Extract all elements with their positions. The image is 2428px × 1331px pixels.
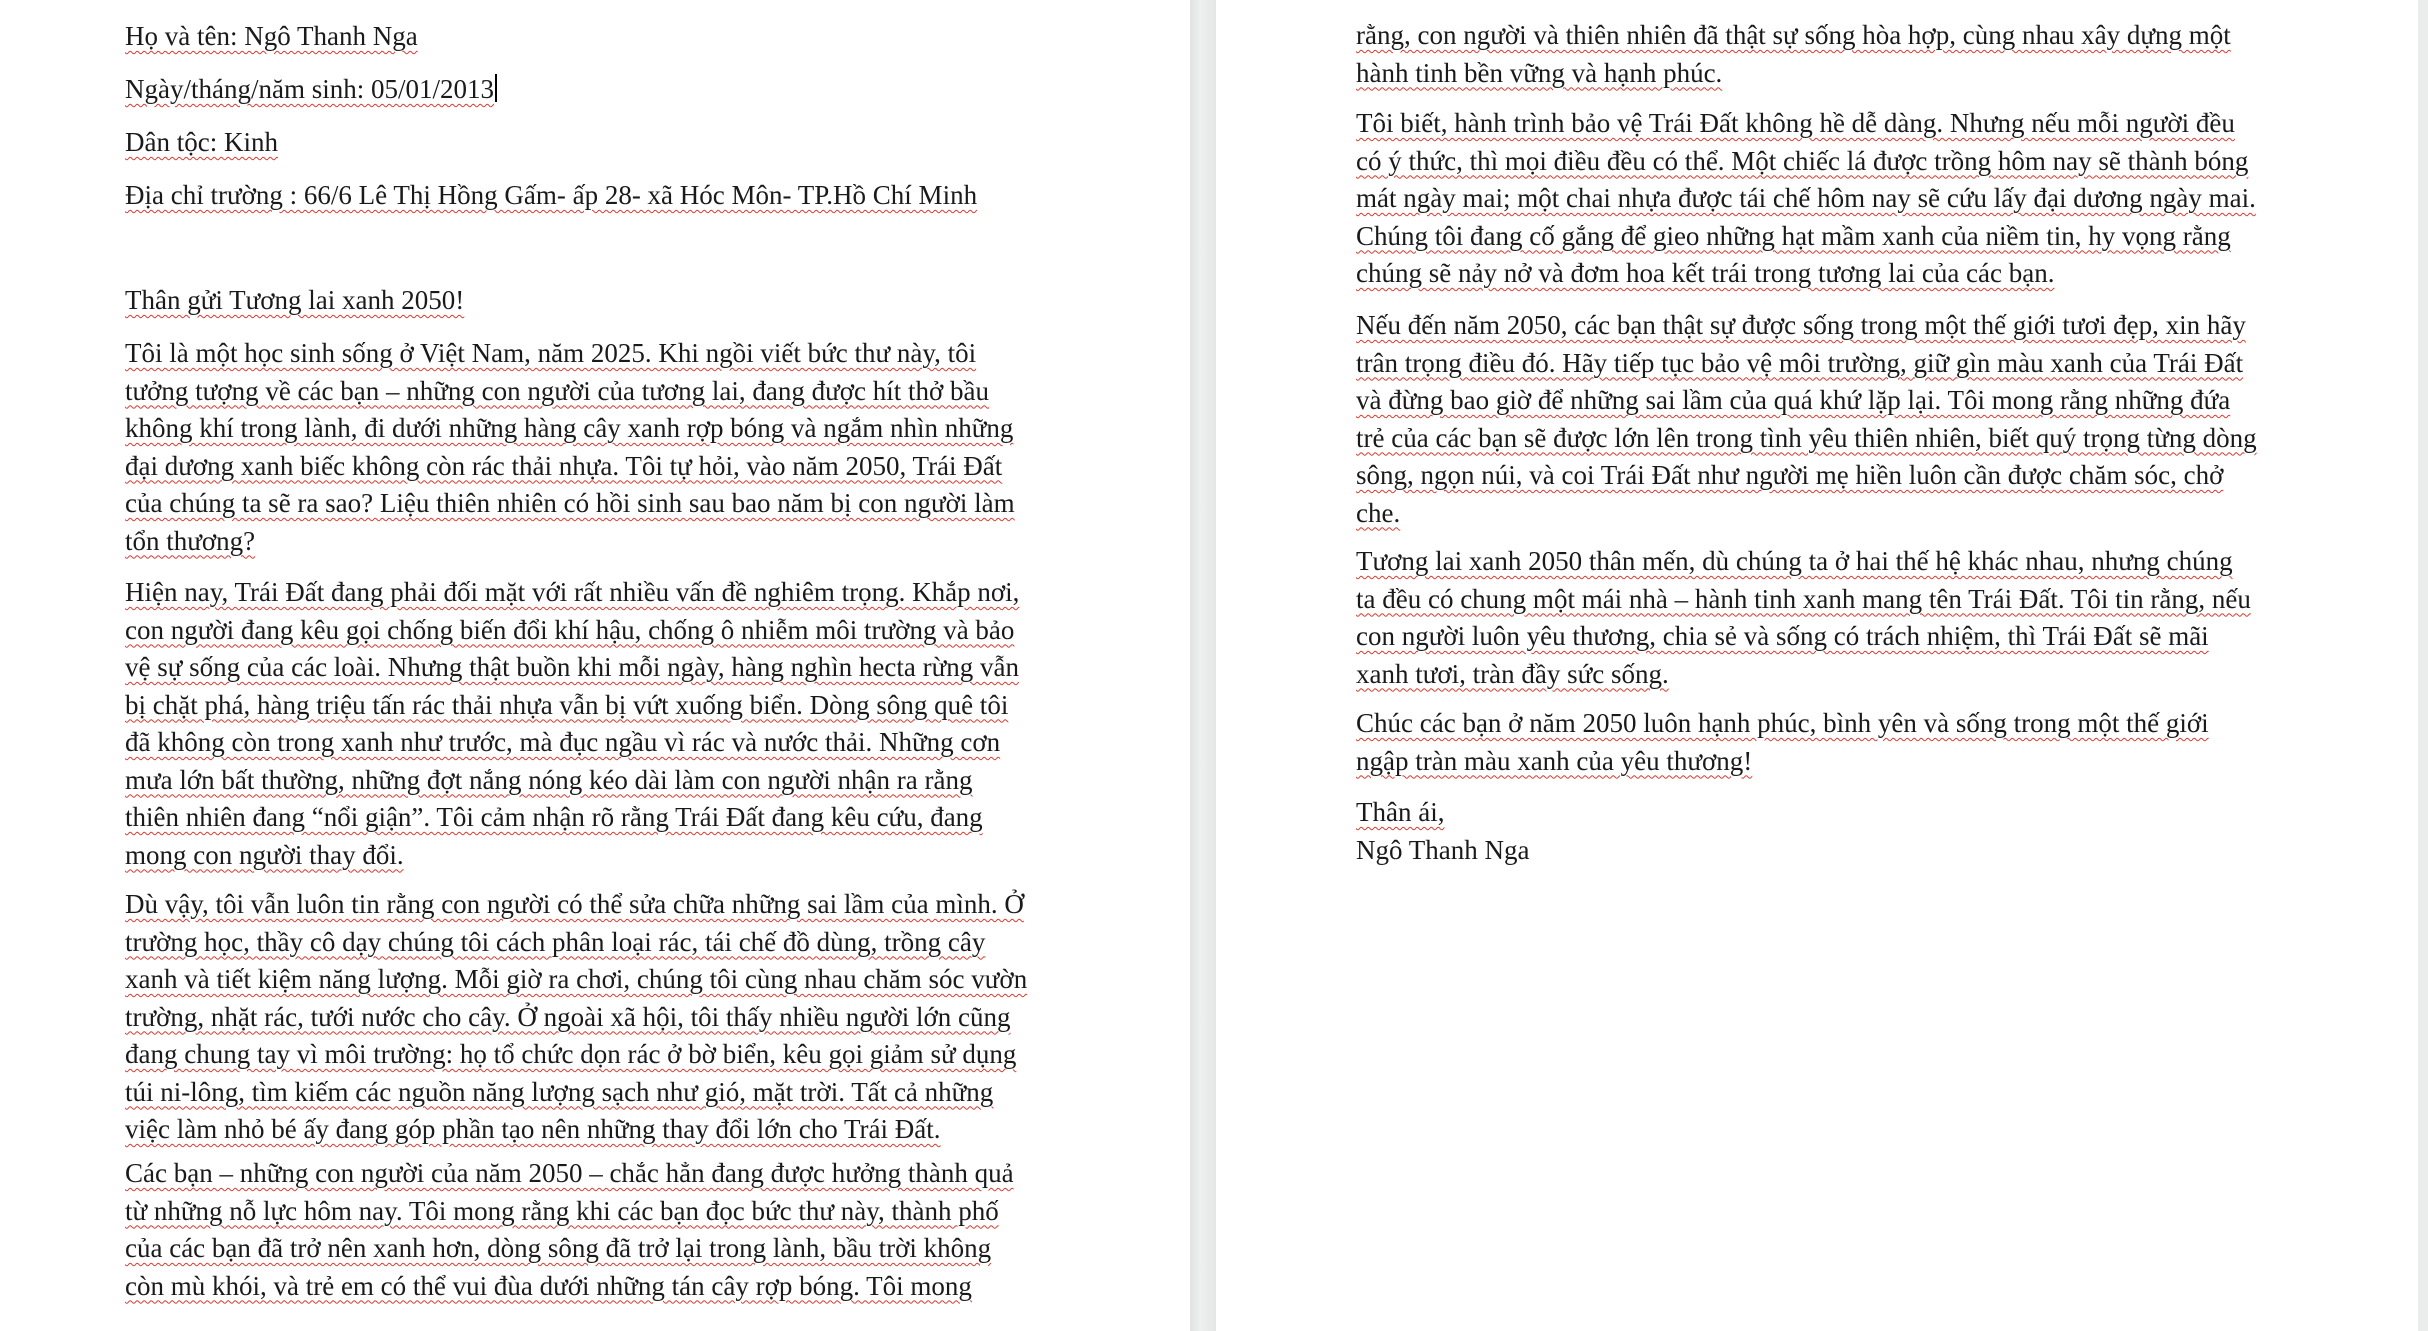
paragraph-line: con người đang kêu gọi chống biến đổi khí hậu, chống ô nhiễm môi trường và bảo <box>125 614 1015 645</box>
paragraph-line: che. <box>1356 497 1401 528</box>
paragraph-line: bị chặt phá, hàng triệu tấn rác thải nhựa vẫn bị vứt xuống biển. Dòng sông quê tôi <box>125 689 1009 720</box>
paragraph-line: ta đều có chung một mái nhà – hành tinh xanh mang tên Trái Đất. Tôi tin rằng, nếu <box>1356 583 2251 614</box>
paragraph-line: Hiện nay, Trái Đất đang phải đối mặt với rất nhiều vấn đề nghiêm trọng. Khắp nơi, <box>125 577 1020 607</box>
paragraph-line: trẻ của các bạn sẽ được lớn lên trong tình yêu thiên nhiên, biết quý trọng từng dòng <box>1356 422 2257 453</box>
paragraph-line: trân trọng điều đó. Hãy tiếp tục bảo vệ môi trường, giữ gìn màu xanh của Trái Đất <box>1356 347 2244 378</box>
paragraph-line: có ý thức, thì mọi điều đều có thể. Một chiếc lá được trồng hôm nay sẽ thành bóng <box>1356 145 2249 176</box>
scrollbar-track[interactable] <box>2418 0 2428 1331</box>
paragraph-line: mát ngày mai; một chai nhựa được tái chế hôm nay sẽ cứu lấy đại dương ngày mai. <box>1356 183 2256 213</box>
paragraph-line: Chúc các bạn ở năm 2050 luôn hạnh phúc, bình yên và sống trong một thế giới <box>1356 708 2209 738</box>
paragraph-line: việc làm nhỏ bé ấy đang góp phần tạo nên những thay đổi lớn cho Trái Đất. <box>125 1114 941 1144</box>
paragraph-line: trường, nhặt rác, tưới nước cho cây. Ở ngoài xã hội, tôi thấy nhiều người lớn cũng <box>125 1001 1011 1032</box>
paragraph-line: còn mù khói, và trẻ em có thể vui đùa dưới những tán cây rợp bóng. Tôi mong <box>125 1270 972 1301</box>
paragraph-line: Nếu đến năm 2050, các bạn thật sự được sống trong một thế giới tươi đẹp, xin hãy <box>1356 310 2246 340</box>
paragraph-line: con người luôn yêu thương, chia sẻ và sống có trách nhiệm, thì Trái Đất sẽ mãi <box>1356 621 2209 651</box>
paragraph-5 <box>1356 105 2366 293</box>
paragraph-line: tưởng tượng về các bạn – những con người của tương lai, đang được hít thở bầu <box>125 375 990 406</box>
paragraph-line: thiên nhiên đang “nổi giận”. Tôi cảm nhận rõ rằng Trái Đất đang kêu cứu, đang <box>125 802 983 832</box>
paragraph-line: vệ sự sống của các loài. Nhưng thật buồn khi mỗi ngày, hàng nghìn hecta rừng vẫn <box>125 652 1019 682</box>
letter-closing <box>1356 794 2366 869</box>
paragraph-line: không khí trong lành, đi dưới những hàng cây xanh rợp bóng và ngắm nhìn những <box>125 413 1014 443</box>
date-of-birth-line: Ngày/tháng/năm sinh: 05/01/2013 <box>125 71 1135 109</box>
paragraph-line: Các bạn – những con người của năm 2050 – chắc hẳn đang được hưởng thành quả <box>125 1158 1014 1188</box>
paragraph-line: đại dương xanh biếc không còn rác thải nhựa. Tôi tự hỏi, vào năm 2050, Trái Đất <box>125 450 1003 481</box>
paragraph-line: Tương lai xanh 2050 thân mến, dù chúng ta ở hai thế hệ khác nhau, nhưng chúng <box>1356 546 2233 576</box>
paragraph-6 <box>1356 307 2366 532</box>
letter-greeting: Thân gửi Tương lai xanh 2050! <box>125 285 465 315</box>
paragraph-line: từ những nỗ lực hôm nay. Tôi mong rằng khi các bạn đọc bức thư này, thành phố <box>125 1195 999 1226</box>
paragraph-line: trường học, thầy cô dạy chúng tôi cách phân loại rác, tái chế đồ dùng, trồng cây <box>125 926 986 957</box>
text-cursor <box>495 74 497 102</box>
paragraph-line: mưa lớn bất thường, những đợt nắng nóng kéo dài làm con người nhận ra rằng <box>125 764 973 795</box>
paragraph-line: Tôi biết, hành trình bảo vệ Trái Đất không hề dễ dàng. Nhưng nếu mỗi người đều <box>1356 108 2235 138</box>
paragraph-line: rằng, con người và thiên nhiên đã thật sự sống hòa hợp, cùng nhau xây dựng một <box>1356 20 2231 50</box>
paragraph-line: tổn thương? <box>125 525 256 556</box>
paragraph-2 <box>125 574 1135 874</box>
document-page-left[interactable] <box>0 0 1190 1331</box>
page-gap <box>1190 0 1216 1331</box>
paragraph-8 <box>1356 705 2366 780</box>
school-address-line: Địa chỉ trường : 66/6 Lê Thị Hồng Gấm- ấp 28- xã Hóc Môn- TP.Hồ Chí Minh <box>125 180 978 210</box>
paragraph-line: ngập tràn màu xanh của yêu thương! <box>1356 745 1753 776</box>
ethnicity-line: Dân tộc: Kinh <box>125 127 278 157</box>
paragraph-line: chúng sẽ nảy nở và đơm hoa kết trái trong tương lai của các bạn. <box>1356 258 2055 288</box>
paragraph-line: túi ni-lông, tìm kiếm các nguồn năng lượng sạch như gió, mặt trời. Tất cả những <box>125 1076 994 1107</box>
paragraph-line: Chúng tôi đang cố gắng để gieo những hạt mầm xanh của niềm tin, hy vọng rằng <box>1356 220 2231 251</box>
paragraph-line: hành tinh bền vững và hạnh phúc. <box>1356 57 1723 88</box>
paragraph-line: xanh tươi, tràn đầy sức sống. <box>1356 658 1669 689</box>
paragraph-1 <box>125 335 1135 560</box>
paragraph-line: của các bạn đã trở nên xanh hơn, dòng sông đã trở lại trong lành, bầu trời không <box>125 1233 992 1263</box>
student-name-line: Họ và tên: Ngô Thanh Nga <box>125 21 418 51</box>
paragraph-line: và đừng bao giờ để những sai lầm của quá khứ lặp lại. Tôi mong rằng những đứa <box>1356 385 2231 415</box>
document-page-right[interactable] <box>1216 0 2428 1331</box>
paragraph-line: đang chung tay vì môi trường: họ tổ chức dọn rác ở bờ biển, kêu gọi giảm sử dụng <box>125 1039 1017 1069</box>
signature-line: Ngô Thanh Nga <box>1356 834 1530 865</box>
paragraph-line: mong con người thay đổi. <box>125 839 404 870</box>
paragraph-4-continued <box>1356 17 2366 92</box>
paragraph-4 <box>125 1155 1135 1305</box>
paragraph-line: Dù vậy, tôi vẫn luôn tin rằng con người có thể sửa chữa những sai lầm của mình. Ở <box>125 889 1024 919</box>
paragraph-line: Tôi là một học sinh sống ở Việt Nam, năm 2025. Khi ngồi viết bức thư này, tôi <box>125 338 977 368</box>
closing-line: Thân ái, <box>1356 797 1445 827</box>
paragraph-line: xanh và tiết kiệm năng lượng. Mỗi giờ ra chơi, chúng tôi cùng nhau chăm sóc vườn <box>125 964 1028 994</box>
paragraph-7 <box>1356 543 2366 693</box>
paragraph-line: sông, ngọn núi, và coi Trái Đất như người mẹ hiền luôn cần được chăm sóc, chở <box>1356 460 2224 490</box>
paragraph-3 <box>125 886 1135 1149</box>
paragraph-line: của chúng ta sẽ ra sao? Liệu thiên nhiên có hồi sinh sau bao năm bị con người làm <box>125 488 1015 518</box>
paragraph-line: đã không còn trong xanh như trước, mà đục ngầu vì rác và nước thải. Những cơn <box>125 727 1001 757</box>
